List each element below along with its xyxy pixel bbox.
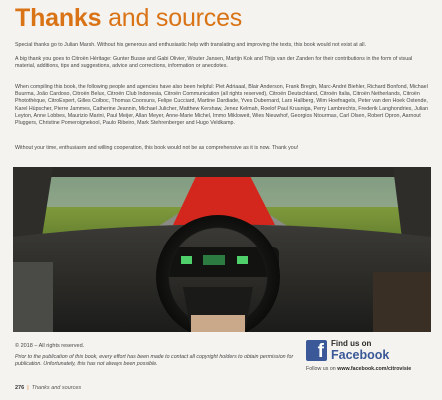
footer-section-title: Thanks and sources [31, 385, 82, 391]
facebook-f-icon [306, 340, 327, 361]
photo-roof-liner [13, 167, 431, 177]
page-title-bold: Thanks [15, 4, 102, 32]
footer-separator: | [27, 385, 29, 391]
car-interior-photo [13, 167, 431, 332]
facebook-url: www.facebook.com/citrovisie [337, 366, 412, 372]
facebook-follow-line [306, 366, 411, 372]
facebook-f-letter: f [317, 341, 324, 362]
page-title-light: and sources [108, 4, 243, 32]
special-thanks-paragraph: Special thanks go to Julian Marsh. Without his generous and enthusiastic help with translating and improving the texts, this book would not exist at all. [15, 42, 366, 48]
facebook-wordmark: Facebook [331, 348, 390, 362]
page-footer [15, 385, 81, 391]
car-interior-illustration [13, 167, 431, 332]
photo-steering-column [191, 315, 245, 332]
permissions-disclaimer: Prior to the publication of this book, every effort has been made to contact all copyright holders to obtain permission for publication. Unfortunately, this has not always been possible. [15, 354, 294, 368]
photo-seat-right [373, 272, 431, 332]
page-number: 276 [15, 385, 25, 391]
closing-thanks-paragraph: Without your time, enthusiasm and willing cooperation, this book would not be as comprehensive as it is now. Thank you! [15, 145, 299, 151]
heritage-thanks-paragraph: A big thank you goes to Citroën Héritage: Gunter Busse and Gabi Olivier, Wouter Jansen, Martijn Kok and Thijs van der Zanden for their contributions in the form of visual material, additions, tips and suggestions, advice and corrections, information or anecdotes. [15, 56, 413, 70]
photo-door-left [13, 262, 53, 332]
copyright-notice: © 2018 – All rights reserved. [15, 343, 85, 349]
facebook-follow-prefix: Follow us on [306, 366, 336, 372]
contributors-paragraph: When compiling this book, the following people and agencies have also been helpful: Piet Adriaaal, Blair Anderson, Frank Bregin, Marc-André Biehler, Richard Bonfond, Michael Buurma, João Cardoso, Citroën Belux, Citroën Club Indonesia, Citroën Communication (all rights reserved), Citroën Deutschland, Citroën Italia, Citroën Netherlands, Citroën Photothèque, CitroExpert, Gilles Colboc, Thomas Coorsuns, Felipe Cucciard, Martine Dardiade, Yves Dubernard, Lars Hallberg, Wim Hoefnagels, Peter van den Hoek Ostende, Karel Hüpscher, Pierre Jammes, Catherine Jeannin, Michael Julicher, Matthew Kershaw, Jenez Kelmah, Roelof Paul Kruuniga, Perry Lambrechts, Frederik Langhondries, Julian Leyton, Anne Lobbes, Maurizio Marini, Paul Meijer, Allan Meyer, Anne-Marie Michel, Immo Mikloweit, Wies Nieuwhof, Georgios Ntourmas, Carl Olsen, Robert Opron, Aarnout Pluggers, Christine Pomeroignekool, Paulo Ribeiro, Mark Stehrenberger and Hugo Veldkamp. [15, 84, 429, 127]
facebook-find-label: Find us on [331, 339, 372, 348]
page-title [15, 3, 242, 33]
facebook-promo [306, 338, 434, 378]
